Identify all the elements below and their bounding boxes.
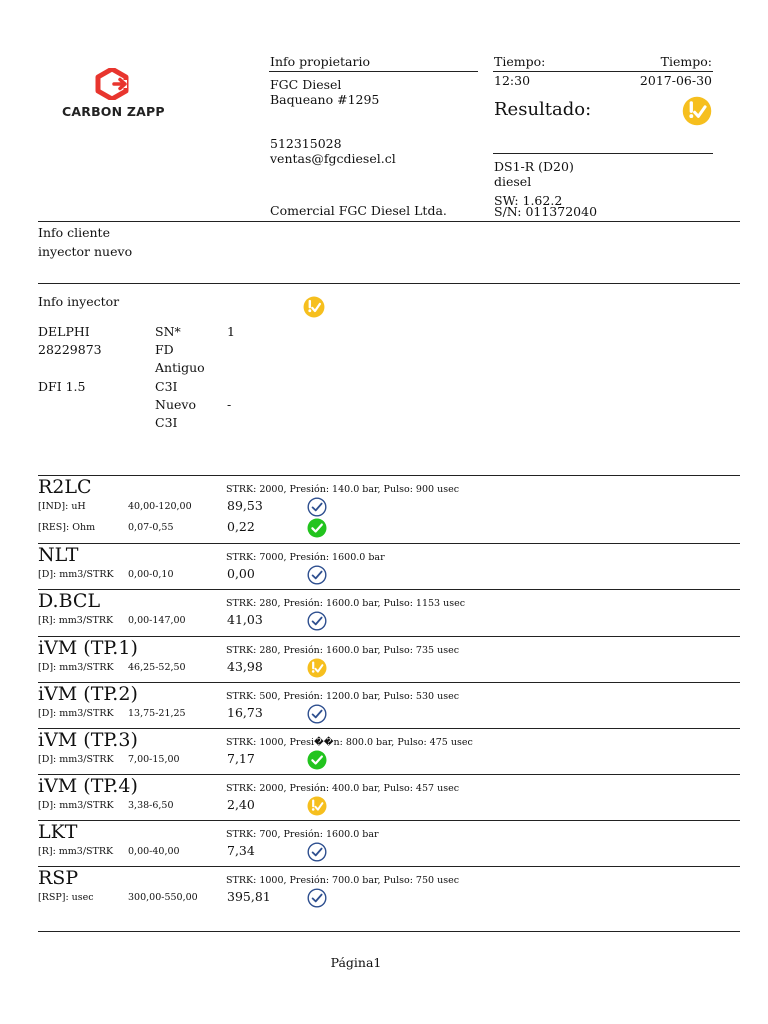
test-rule bbox=[38, 728, 740, 729]
owner-name: FGC Diesel bbox=[270, 77, 342, 92]
test-rule bbox=[38, 820, 740, 821]
injector-fd-old-label: Antiguo bbox=[155, 360, 205, 375]
injector-new-value: - bbox=[227, 397, 232, 412]
test-range: 0,07-0,55 bbox=[128, 522, 174, 533]
time-value: 12:30 bbox=[494, 73, 531, 88]
test-value: 395,81 bbox=[227, 889, 271, 904]
test-rule bbox=[38, 636, 740, 637]
status-check-green-icon bbox=[307, 518, 327, 538]
status-check-green-icon bbox=[307, 750, 327, 770]
test-conditions: STRK: 2000, Presión: 400.0 bar, Pulso: 457 usec bbox=[226, 783, 460, 794]
time-label: Tiempo: bbox=[494, 54, 546, 69]
test-range: 0,00-40,00 bbox=[128, 846, 180, 857]
test-rule bbox=[38, 774, 740, 775]
status-check-blue-icon bbox=[307, 704, 327, 724]
test-unit: [IND]: uH bbox=[38, 501, 86, 512]
status-check-blue-icon bbox=[307, 842, 327, 862]
injector-fd-label: FD bbox=[155, 342, 174, 357]
header-bottom-rule bbox=[38, 221, 740, 222]
owner-phone: 512315028 bbox=[270, 136, 342, 151]
test-conditions: STRK: 2000, Presión: 140.0 bar, Pulso: 900 usec bbox=[226, 484, 460, 495]
test-value: 7,34 bbox=[227, 843, 255, 858]
owner-title-rule bbox=[269, 71, 478, 72]
test-range: 0,00-147,00 bbox=[128, 615, 186, 626]
test-unit: [D]: mm3/STRK bbox=[38, 569, 114, 580]
injector-sn-value: 1 bbox=[227, 324, 235, 339]
device-sn: S/N: 011372040 bbox=[494, 204, 598, 219]
test-name: NLT bbox=[38, 544, 79, 566]
test-range: 3,38-6,50 bbox=[128, 800, 174, 811]
injector-fd-c3i-label: C3I bbox=[155, 379, 178, 394]
test-name: iVM (TP.4) bbox=[38, 775, 138, 797]
test-unit: [R]: mm3/STRK bbox=[38, 846, 114, 857]
result-warning-check-icon bbox=[682, 96, 712, 126]
test-conditions: STRK: 280, Presión: 1600.0 bar, Pulso: 1153 usec bbox=[226, 598, 466, 609]
test-unit: [D]: mm3/STRK bbox=[38, 754, 114, 765]
test-range: 13,75-21,25 bbox=[128, 708, 186, 719]
logo-text: CARBON ZAPP bbox=[62, 104, 165, 119]
test-value: 89,53 bbox=[227, 498, 263, 513]
injector-warning-check-icon bbox=[303, 296, 325, 318]
test-name: iVM (TP.1) bbox=[38, 637, 138, 659]
test-conditions: STRK: 1000, Presión: 700.0 bar, Pulso: 750 usec bbox=[226, 875, 460, 886]
test-conditions: STRK: 500, Presión: 1200.0 bar, Pulso: 530 usec bbox=[226, 691, 460, 702]
injector-brand: DELPHI bbox=[38, 324, 90, 339]
device-model: DS1-R (D20) bbox=[494, 159, 574, 174]
status-warning-check-icon bbox=[307, 658, 327, 678]
test-value: 0,00 bbox=[227, 566, 255, 581]
test-conditions: STRK: 1000, Presi��n: 800.0 bar, Pulso: 475 usec bbox=[226, 737, 473, 748]
test-name: R2LC bbox=[38, 476, 92, 498]
owner-email: ventas@fgcdiesel.cl bbox=[270, 151, 396, 166]
injector-sn-label: SN* bbox=[155, 324, 181, 339]
test-name: iVM (TP.3) bbox=[38, 729, 138, 751]
owner-address: Baqueano #1295 bbox=[270, 92, 380, 107]
test-name: D.BCL bbox=[38, 590, 101, 612]
client-title: Info cliente bbox=[38, 225, 110, 240]
page-number: Página1 bbox=[330, 955, 382, 970]
test-range: 46,25-52,50 bbox=[128, 662, 186, 673]
status-check-blue-icon bbox=[307, 611, 327, 631]
client-value: inyector nuevo bbox=[38, 244, 133, 259]
status-check-blue-icon bbox=[307, 888, 327, 908]
status-warning-check-icon bbox=[307, 796, 327, 816]
status-check-blue-icon bbox=[307, 497, 327, 517]
test-conditions: STRK: 280, Presión: 1600.0 bar, Pulso: 735 usec bbox=[226, 645, 460, 656]
logo bbox=[62, 68, 172, 120]
test-range: 0,00-0,10 bbox=[128, 569, 174, 580]
test-value: 0,22 bbox=[227, 519, 255, 534]
test-rule bbox=[38, 589, 740, 590]
carbon-zapp-logo-icon bbox=[95, 68, 129, 100]
test-value: 7,17 bbox=[227, 751, 255, 766]
test-rule bbox=[38, 543, 740, 544]
test-range: 300,00-550,00 bbox=[128, 892, 198, 903]
test-unit: [D]: mm3/STRK bbox=[38, 662, 114, 673]
test-conditions: STRK: 7000, Presión: 1600.0 bar bbox=[226, 552, 385, 563]
test-range: 40,00-120,00 bbox=[128, 501, 192, 512]
time-rule bbox=[493, 71, 713, 72]
device-sw: SW: 1.62.2 bbox=[494, 193, 563, 208]
date-label: Tiempo: bbox=[660, 54, 712, 69]
owner-title: Info propietario bbox=[270, 54, 370, 69]
test-value: 43,98 bbox=[227, 659, 263, 674]
test-conditions: STRK: 700, Presión: 1600.0 bar bbox=[226, 829, 379, 840]
test-value: 41,03 bbox=[227, 612, 263, 627]
injector-type: DFI 1.5 bbox=[38, 379, 86, 394]
result-label: Resultado: bbox=[494, 99, 592, 120]
tests-bottom-rule bbox=[38, 931, 740, 932]
test-value: 2,40 bbox=[227, 797, 255, 812]
injector-new-c3i-label: C3I bbox=[155, 415, 178, 430]
test-unit: [R]: mm3/STRK bbox=[38, 615, 114, 626]
owner-company: Comercial FGC Diesel Ltda. bbox=[270, 203, 447, 218]
client-bottom-rule bbox=[38, 283, 740, 284]
date-value: 2017-06-30 bbox=[639, 73, 712, 88]
test-value: 16,73 bbox=[227, 705, 263, 720]
test-range: 7,00-15,00 bbox=[128, 754, 180, 765]
test-rule bbox=[38, 682, 740, 683]
device-fuel: diesel bbox=[494, 174, 532, 189]
test-name: LKT bbox=[38, 821, 78, 843]
test-name: iVM (TP.2) bbox=[38, 683, 138, 705]
test-unit: [RES]: Ohm bbox=[38, 522, 96, 533]
injector-new-label: Nuevo bbox=[155, 397, 196, 412]
test-unit: [D]: mm3/STRK bbox=[38, 800, 114, 811]
injector-part: 28229873 bbox=[38, 342, 102, 357]
result-rule bbox=[493, 153, 713, 154]
test-rule bbox=[38, 475, 740, 476]
test-unit: [D]: mm3/STRK bbox=[38, 708, 114, 719]
test-rule bbox=[38, 866, 740, 867]
test-name: RSP bbox=[38, 867, 79, 889]
injector-title: Info inyector bbox=[38, 294, 120, 309]
status-check-blue-icon bbox=[307, 565, 327, 585]
test-unit: [RSP]: usec bbox=[38, 892, 94, 903]
